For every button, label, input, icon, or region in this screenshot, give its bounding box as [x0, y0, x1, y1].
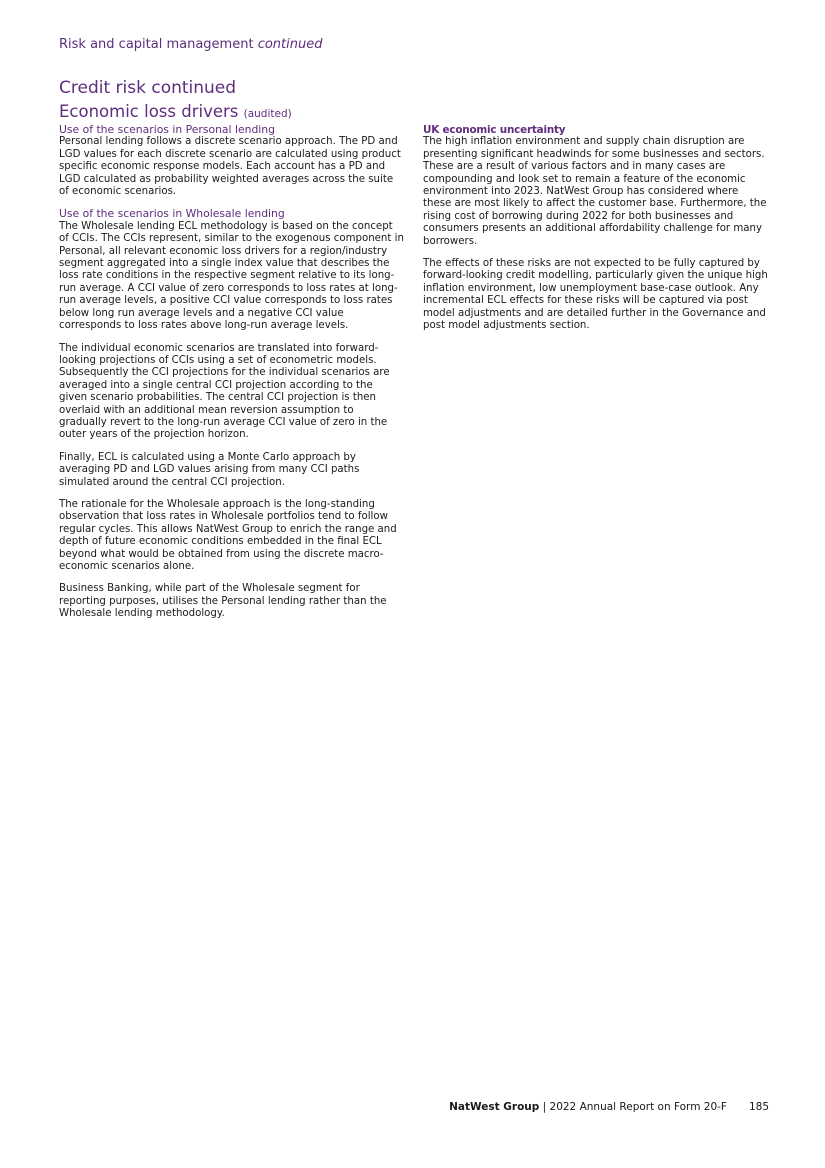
- running-header-section: Risk and capital management: [59, 37, 254, 52]
- wholesale-lending-block: [59, 208, 404, 620]
- personal-lending-block: [59, 124, 404, 198]
- left-column: [59, 124, 404, 631]
- page-title: Credit risk continued: [59, 78, 237, 98]
- wholesale-lending-heading: Use of the scenarios in Wholesale lending: [59, 207, 285, 221]
- section-title: [59, 102, 292, 121]
- running-header-suffix: continued: [257, 37, 323, 52]
- uk-uncertainty-paragraph-1: The high inflation environment and supply chain disruption are presenting significant headwinds for some businesses and sectors. These are a result of various factors and in many cases are compounding and look set to remain a feature of the economic environment into 2023. NatWest Group has considered where these are most likely to affect the customer base. Furthermore, the rising cost of borrowing during 2022 for both businesses and consumers presents an additional affordability challenge for many borrowers.: [423, 136, 767, 247]
- right-column: [423, 124, 768, 343]
- footer-report-title: 2022 Annual Report on Form 20-F: [549, 1101, 727, 1113]
- footer-separator: |: [539, 1101, 550, 1113]
- audited-tag: (audited): [243, 108, 292, 120]
- wholesale-paragraph-4: The rationale for the Wholesale approach is the long-standing observation that loss rates in Wholesale portfolios tend to follow regular cycles. This allows NatWest Group to enrich the range and depth of future economic conditions embedded in the final ECL beyond what would be obtained from using the discrete macro-economic scenarios alone.: [59, 498, 397, 572]
- wholesale-paragraph-3: Finally, ECL is calculated using a Monte Carlo approach by averaging PD and LGD values arising from many CCI paths simulated around the central CCI projection.: [59, 451, 360, 488]
- wholesale-paragraph-1: The Wholesale lending ECL methodology is based on the concept of CCIs. The CCIs represent, similar to the exogenous component in Personal, all relevant economic loss drivers for a region/industry segment aggregated into a single index value that describes the loss rate conditions in the respective segment relative to its long-run average. A CCI value of zero corresponds to loss rates at long-run average levels, a positive CCI value corresponds to loss rates below long run average levels and a negative CCI value corresponds to loss rates above long-run average levels.: [59, 220, 404, 332]
- uk-uncertainty-paragraph-2: The effects of these risks are not expected to be fully captured by forward-looking credit modelling, particularly given the unique high inflation environment, low unemployment base-case outlook. Any incremental ECL effects for these risks will be captured via post model adjustments and are detailed further in the Governance and post model adjustments section.: [423, 258, 768, 332]
- uk-economic-uncertainty-heading: UK economic uncertainty: [423, 124, 566, 136]
- page-footer: [449, 1101, 769, 1113]
- wholesale-paragraph-5: Business Banking, while part of the Wholesale segment for reporting purposes, utilises the Personal lending rather than the Wholesale lending methodology.: [59, 583, 387, 620]
- wholesale-paragraph-2: The individual economic scenarios are translated into forward-looking projections of CCIs using a set of econometric models. Subsequently the CCI projections for the individual scenarios are averaged into a single central CCI projection according to the given scenario probabilities. The central CCI projection is then overlaid with an additional mean reversion assumption to gradually revert to the long-run average CCI value of zero in the outer years of the projection horizon.: [59, 342, 390, 441]
- section-title-text: Economic loss drivers: [59, 102, 239, 121]
- running-header: [59, 37, 322, 52]
- personal-lending-paragraph: Personal lending follows a discrete scenario approach. The PD and LGD values for each discrete scenario are calculated using product specific economic response models. Each account has a PD and LGD calculated as probability weighted averages across the suite of economic scenarios.: [59, 136, 401, 198]
- page-number: 185: [748, 1101, 769, 1113]
- personal-lending-heading: Use of the scenarios in Personal lending: [59, 123, 275, 136]
- footer-brand: NatWest Group: [449, 1101, 540, 1113]
